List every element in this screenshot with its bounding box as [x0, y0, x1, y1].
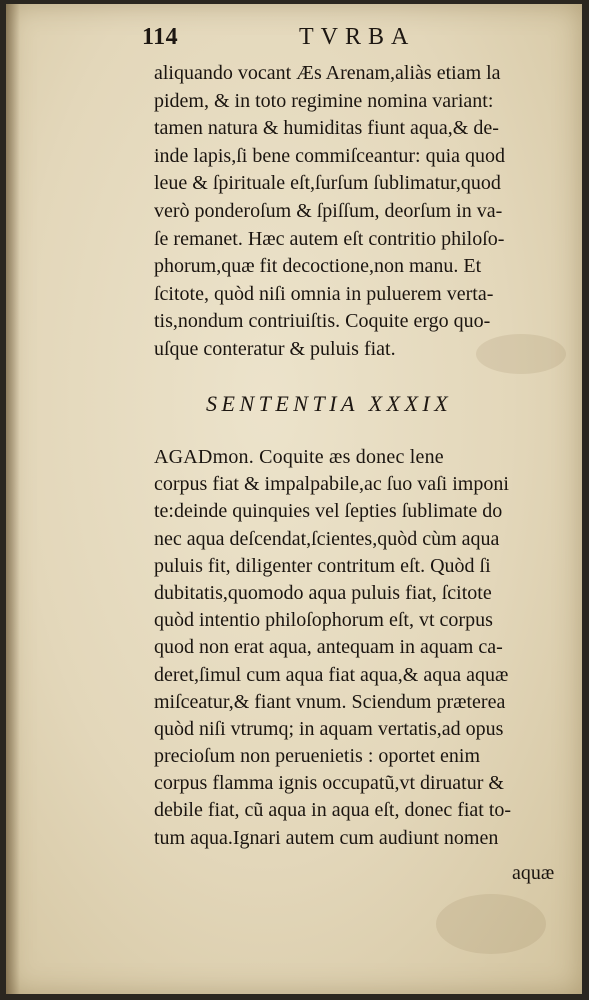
text-line: quod non erat aqua, antequam in aquam ca- — [154, 636, 503, 659]
text-line: nec aqua deſcendat,ſcientes,quòd cùm aqua — [154, 527, 500, 550]
text-line: quòd intentio philoſophorum eſt, vt corpus — [154, 609, 493, 632]
page-header — [6, 22, 582, 52]
paper-stain — [436, 894, 546, 954]
text-line: ſcitote, quòd niſi omnia in puluerem verta- — [154, 282, 494, 305]
text-line: dubitatis,quomodo aqua puluis fiat, ſcitote — [154, 581, 492, 604]
page-number: 114 — [142, 24, 179, 50]
text-line: ſe remanet. Hæc autem eſt contritio philoſo- — [154, 227, 505, 250]
text-line: deret,ſimul cum aqua fiat aqua,& aqua aquæ — [154, 663, 509, 686]
section-heading: SENTENTIA XXXIX — [206, 391, 453, 416]
text-line: tamen natura & humiditas fiunt aqua,& de- — [154, 117, 499, 140]
text-line: uſque conteratur & puluis fiat. — [154, 337, 396, 360]
text-line: debile fiat, cũ aqua in aqua eſt, donec fiat to- — [154, 799, 512, 822]
running-title: TVRBA — [299, 24, 416, 50]
text-line: puluis fit, diligenter contritum eſt. Quòd ſi — [154, 554, 491, 577]
text-line: corpus fiat & impalpabile,ac ſuo vaſi imponi — [154, 473, 509, 496]
page-gutter-shadow — [6, 4, 20, 994]
paragraph-continued — [154, 60, 582, 364]
catchword: aquæ — [512, 862, 555, 884]
text-line: te:deinde quinquies vel ſepties ſublimate do — [154, 500, 503, 523]
text-line: miſceatur,& fiant vnum. Sciendum præterea — [154, 690, 506, 713]
text-line: verò ponderoſum & ſpiſſum, deorſum in va- — [154, 199, 503, 222]
text-line: AGADmon. Coquite æs donec lene — [154, 446, 444, 468]
text-line: precioſum non peruenietis : oportet enim — [154, 745, 481, 768]
text-line: corpus flamma ignis occupatũ,vt diruatur & — [154, 772, 504, 795]
book-page — [6, 4, 582, 994]
text-line: pidem, & in toto regimine nomina variant: — [154, 89, 494, 112]
text-line: aliquando vocant Æs Arenam,aliàs etiam la — [154, 62, 501, 84]
text-line: inde lapis,ſi bene commiſceantur: quia quod — [154, 144, 506, 167]
text-line: tum aqua.Ignari autem cum audiunt nomen — [154, 826, 499, 849]
text-line: quòd niſi vtrumq; in aquam vertatis,ad opus — [154, 717, 504, 740]
text-line: phorum,quæ fit decoctione,non manu. Et — [154, 255, 482, 278]
text-line: tis,nondum contriuiſtis. Coquite ergo quo- — [154, 310, 491, 333]
paragraph-sententia — [154, 444, 582, 852]
text-line: leue & ſpirituale eſt,ſurſum ſublimatur,quod — [154, 172, 501, 195]
